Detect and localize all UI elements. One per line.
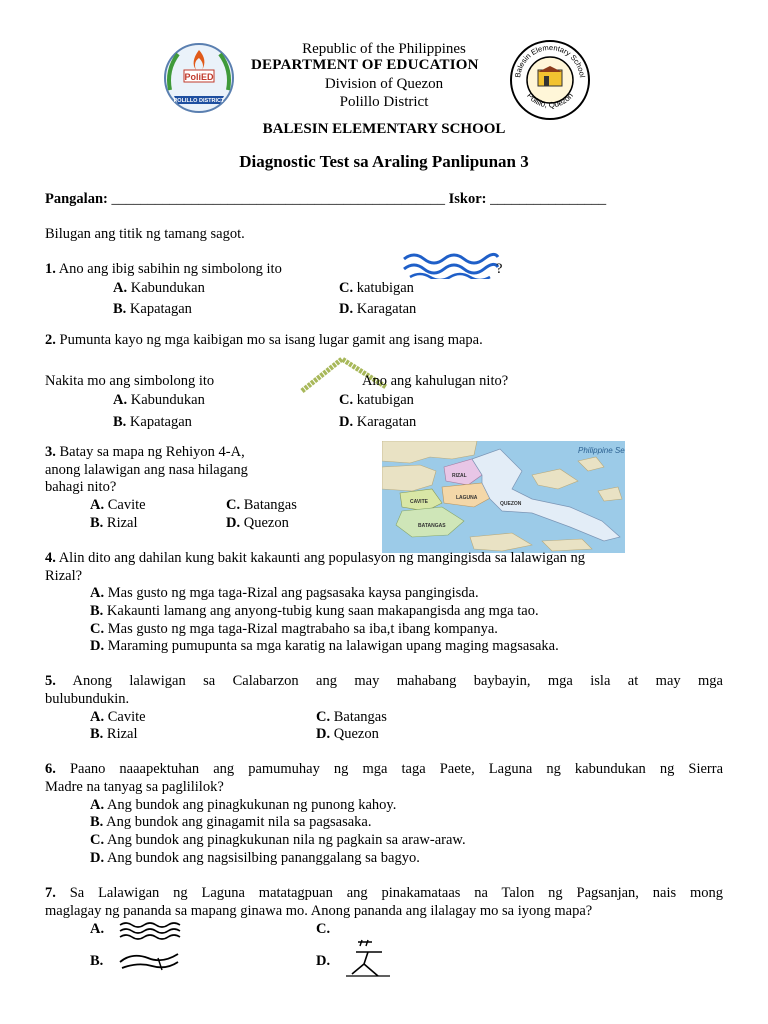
q6-choice-a[interactable]: A. Ang bundok ang pinagkukunan ng punong kahoy.	[90, 797, 397, 813]
q2-text3: Ano ang kahulugan nito?	[362, 373, 509, 389]
q1-number: 1.	[45, 261, 56, 277]
q7-choice-c[interactable]: C.	[316, 921, 331, 937]
left-logo-brand: PoliED	[184, 72, 214, 82]
question-3: 3. Batay sa mapa ng Rehiyon 4-A,	[45, 444, 245, 460]
q6-line2: Madre na tanyag sa paglililok?	[45, 779, 224, 795]
q1-end: ?	[496, 261, 503, 277]
q4-choice-d[interactable]: D. Maraming pumupunta sa mga karatig na lalawigan upang maging magsasaka.	[90, 638, 559, 654]
test-title: Diagnostic Test sa Araling Panlipunan 3	[239, 152, 529, 171]
q7-choice-a[interactable]: A.	[90, 921, 105, 937]
question-2: 2. Pumunta kayo ng mga kaibigan mo sa isang lugar gamit ang isang mapa.	[45, 332, 483, 348]
name-blank[interactable]: ______________________________________________	[111, 191, 445, 207]
svg-text:Philippine Sea: Philippine Sea	[578, 446, 625, 455]
q3-choice-b[interactable]: B. Rizal	[90, 515, 138, 531]
header-division: Division of Quezon	[324, 76, 444, 92]
q2-choice-d[interactable]: D. Karagatan	[339, 414, 417, 430]
question-5: 5. Anong lalawigan sa Calabarzon ang may mahabang baybayin, mga isla at may mga	[45, 673, 723, 689]
right-logo-arc-bottom: Polillo, Quezon	[525, 91, 575, 110]
q5-choice-b[interactable]: B. Rizal	[90, 726, 138, 742]
left-logo-ribbon: POLILLO DISTRICT	[173, 98, 225, 104]
right-logo-arc-top: Balesin Elementary School	[513, 42, 587, 79]
school-name: BALESIN ELEMENTARY SCHOOL	[262, 121, 506, 137]
question-1	[45, 260, 282, 278]
q3-choice-c[interactable]: C. Batangas	[226, 497, 297, 513]
q4-line2: Rizal?	[45, 568, 83, 584]
svg-text:RIZAL: RIZAL	[452, 473, 467, 479]
q6-choice-d[interactable]: D. Ang bundok ang nagsisilbing pananggalang sa bagyo.	[90, 850, 420, 866]
q5-line2: bulubundukin.	[45, 691, 130, 707]
question-4: 4. Alin dito ang dahilan kung bakit kakaunti ang populasyon ng mangingisda sa lalawigan ng	[45, 550, 586, 566]
q3-line3: bahagi nito?	[45, 479, 117, 495]
score-label: Iskor:	[448, 191, 487, 207]
score-blank[interactable]: ________________	[490, 191, 607, 207]
marsh-symbol-icon	[342, 938, 394, 983]
q1-text: Ano ang ibig sabihin ng simbolong ito	[58, 261, 282, 277]
region-4a-map	[382, 441, 625, 553]
q1-choice-a[interactable]: A. Kabundukan	[113, 280, 205, 296]
q7-choice-b[interactable]: B.	[90, 953, 104, 969]
name-score-row	[45, 190, 606, 208]
q6-choice-b[interactable]: B. Ang bundok ang ginagamit nila sa pagsasaka.	[90, 814, 372, 830]
q2-choice-a[interactable]: A. Kabundukan	[113, 392, 205, 408]
svg-text:CAVITE: CAVITE	[410, 499, 428, 505]
q2-choice-c[interactable]: C. katubigan	[339, 392, 414, 408]
q1-choice-c[interactable]: C. katubigan	[339, 280, 414, 296]
q4-choice-c[interactable]: C. Mas gusto ng mga taga-Rizal magtrabaho sa iba,t ibang kompanya.	[90, 621, 498, 637]
svg-text:BATANGAS: BATANGAS	[418, 523, 446, 529]
q5-choice-d[interactable]: D. Quezon	[316, 726, 379, 742]
q5-choice-c[interactable]: C. Batangas	[316, 709, 387, 725]
q3-line2: anong lalawigan ang nasa hilagang	[45, 462, 248, 478]
q2-text2: Nakita mo ang simbolong ito	[45, 373, 215, 389]
q6-choice-c[interactable]: C. Ang bundok ang pinagkukunan nila ng pagkain sa araw-araw.	[90, 832, 466, 848]
q4-choice-a[interactable]: A. Mas gusto ng mga taga-Rizal ang pagsasaka kaysa pangingisda.	[90, 585, 479, 601]
header-republic: Republic of the Philippines	[302, 41, 466, 57]
water-symbol-icon	[400, 251, 503, 284]
q7-line2: maglagay ng pananda sa mapang ginawa mo. Anong pananda ang ilalagay mo sa iyong mapa?	[45, 903, 593, 919]
q3-choice-d[interactable]: D. Quezon	[226, 515, 289, 531]
q1-choice-d[interactable]: D. Karagatan	[339, 301, 417, 317]
q1-choice-b[interactable]: B. Kapatagan	[113, 301, 192, 317]
waterfall-symbol-icon	[118, 948, 182, 979]
wavy-water-symbol-icon	[118, 920, 186, 947]
header-district: Polillo District	[339, 94, 429, 110]
svg-text:QUEZON: QUEZON	[500, 501, 522, 507]
question-6: 6. Paano naaapektuhan ang pamumuhay ng mga taga Paete, Laguna ng kabundukan ng Sierra	[45, 761, 723, 777]
q5-choice-a[interactable]: A. Cavite	[90, 709, 146, 725]
q7-choice-d[interactable]: D.	[316, 953, 331, 969]
name-label: Pangalan:	[45, 191, 108, 207]
svg-text:LAGUNA: LAGUNA	[456, 495, 478, 501]
header-department: DEPARTMENT OF EDUCATION	[251, 57, 479, 73]
question-7: 7. Sa Lalawigan ng Laguna matatagpuan ang pinakamataas na Talon ng Pagsanjan, nais mong	[45, 885, 724, 901]
q4-choice-b[interactable]: B. Kakaunti lamang ang anyong-tubig kung saan makapangisda ang mga tao.	[90, 603, 539, 619]
instruction: Bilugan ang titik ng tamang sagot.	[45, 226, 245, 242]
q2-choice-b[interactable]: B. Kapatagan	[113, 414, 192, 430]
q3-choice-a[interactable]: A. Cavite	[90, 497, 146, 513]
